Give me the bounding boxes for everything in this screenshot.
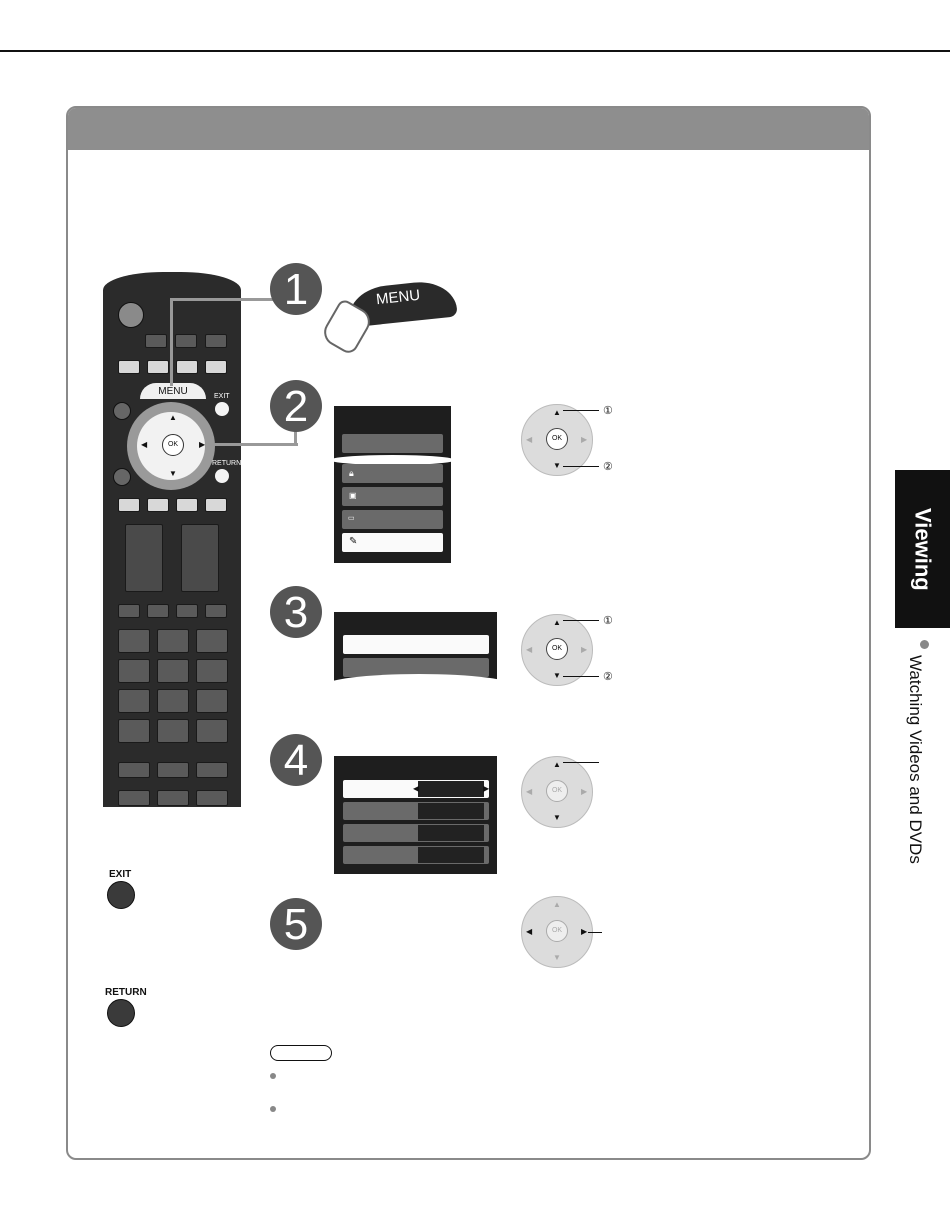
- remote-key[interactable]: [176, 604, 198, 618]
- remote-return-button[interactable]: [215, 469, 229, 483]
- remote-ok-button[interactable]: OK: [162, 434, 184, 456]
- remote-key[interactable]: [176, 360, 198, 374]
- step-4-ok-icon: OK: [546, 780, 568, 802]
- remote-key[interactable]: [147, 498, 169, 512]
- number-key[interactable]: [196, 629, 228, 653]
- screen-cut-wave: [334, 674, 497, 688]
- return-button-label: RETURN: [105, 987, 147, 998]
- right-arrow-icon[interactable]: ▶: [483, 784, 490, 793]
- frame-title-bar: [68, 108, 869, 150]
- step-3-callout-2: ②: [603, 671, 613, 683]
- topic-bullet: [920, 640, 929, 649]
- remote-key[interactable]: [175, 334, 197, 348]
- connector-line: [170, 298, 173, 386]
- remote-key[interactable]: [176, 498, 198, 512]
- down-arrow-icon: ▼: [553, 813, 561, 822]
- up-arrow-icon: ▲: [553, 760, 561, 769]
- number-key[interactable]: [157, 689, 189, 713]
- remote-key[interactable]: [113, 468, 131, 486]
- callout-line: [563, 676, 599, 677]
- lock-menu-row: [342, 464, 443, 483]
- remote-key[interactable]: [157, 790, 189, 806]
- number-key[interactable]: [118, 659, 150, 683]
- note-bullet: [270, 1106, 276, 1112]
- number-key[interactable]: [196, 659, 228, 683]
- right-arrow-icon: ▶: [581, 435, 588, 444]
- remote-key[interactable]: [145, 334, 167, 348]
- cc-menu-row: [342, 510, 443, 529]
- remote-key[interactable]: [196, 790, 228, 806]
- up-arrow-icon: ▲: [553, 618, 561, 627]
- left-arrow-icon: ◀: [526, 927, 533, 936]
- number-key[interactable]: [118, 629, 150, 653]
- number-key[interactable]: [118, 689, 150, 713]
- right-arrow-icon[interactable]: ▶: [199, 440, 206, 449]
- step-5-ok-icon: OK: [546, 920, 568, 942]
- number-key[interactable]: [196, 689, 228, 713]
- number-key[interactable]: [157, 659, 189, 683]
- up-arrow-icon: ▲: [553, 900, 561, 909]
- step-3-number: 3: [270, 586, 322, 638]
- step-2-menu-screen: [334, 406, 451, 563]
- remote-exit-label: EXIT: [214, 393, 230, 400]
- step-3-callout-1: ①: [603, 615, 613, 627]
- remote-menu-button[interactable]: MENU: [140, 383, 206, 399]
- remote-key[interactable]: [118, 360, 140, 374]
- left-arrow-icon: ◀: [526, 435, 533, 444]
- callout-line: [563, 466, 599, 467]
- step-3-ok-icon: OK: [546, 638, 568, 660]
- caption-icon: ▭: [348, 515, 355, 522]
- step-3-menu-screen: [334, 612, 497, 688]
- remote-key[interactable]: [147, 604, 169, 618]
- left-arrow-icon: ◀: [526, 645, 533, 654]
- step-2-number: 2: [270, 380, 322, 432]
- sd-card-icon: ▣: [349, 491, 357, 500]
- remote-key[interactable]: [118, 762, 150, 778]
- connector-line: [208, 443, 298, 446]
- right-arrow-icon: ▶: [581, 787, 588, 796]
- remote-key[interactable]: [147, 360, 169, 374]
- left-arrow-icon[interactable]: ◀: [413, 784, 420, 793]
- callout-line: [563, 620, 599, 621]
- step-2-ok-icon: OK: [546, 428, 568, 450]
- down-arrow-icon: ▼: [553, 953, 561, 962]
- step-4-number: 4: [270, 734, 322, 786]
- remote-key[interactable]: [157, 762, 189, 778]
- note-bullet: [270, 1073, 276, 1079]
- power-button[interactable]: [118, 302, 144, 328]
- callout-line: [563, 762, 599, 763]
- remote-key[interactable]: [118, 498, 140, 512]
- remote-exit-button[interactable]: [215, 402, 229, 416]
- callout-line: [588, 932, 602, 933]
- card-menu-row: [342, 487, 443, 506]
- down-arrow-icon[interactable]: ▼: [169, 469, 177, 478]
- section-tab-label: Viewing: [910, 507, 936, 591]
- up-arrow-icon[interactable]: ▲: [169, 413, 177, 422]
- step-5-number: 5: [270, 898, 322, 950]
- left-arrow-icon[interactable]: ◀: [141, 440, 148, 449]
- step-1-menu-label: MENU: [375, 286, 421, 309]
- number-key[interactable]: [118, 719, 150, 743]
- remote-return-label: RETURN: [212, 460, 242, 467]
- step-1-number: 1: [270, 263, 322, 315]
- remote-key[interactable]: [118, 790, 150, 806]
- remote-key[interactable]: [113, 402, 131, 420]
- setting-value-box[interactable]: [418, 781, 484, 797]
- remote-key[interactable]: [205, 604, 227, 618]
- left-arrow-icon: ◀: [526, 787, 533, 796]
- menu-row: [342, 434, 443, 453]
- remote-key[interactable]: [196, 762, 228, 778]
- down-arrow-icon: ▼: [553, 671, 561, 680]
- exit-button-icon: [107, 881, 135, 909]
- return-button-icon: [107, 999, 135, 1027]
- exit-button-label: EXIT: [109, 869, 132, 880]
- callout-line: [563, 410, 599, 411]
- remote-key[interactable]: [205, 498, 227, 512]
- number-key[interactable]: [157, 629, 189, 653]
- remote-key[interactable]: [118, 604, 140, 618]
- setup-icon: ✎: [349, 536, 358, 547]
- submenu-row-selected[interactable]: [343, 635, 489, 654]
- channel-rocker[interactable]: [181, 524, 219, 592]
- remote-key[interactable]: [205, 334, 227, 348]
- volume-rocker[interactable]: [125, 524, 163, 592]
- lock-icon: 🔒︎: [349, 468, 354, 478]
- remote-key[interactable]: [205, 360, 227, 374]
- number-key[interactable]: [196, 719, 228, 743]
- section-topic-label: Watching Videos and DVDs: [906, 655, 925, 864]
- right-arrow-icon: ▶: [581, 927, 588, 936]
- note-marker: [270, 1045, 332, 1061]
- step-2-callout-1: ①: [603, 405, 613, 417]
- setting-value-box: [418, 825, 484, 841]
- number-key[interactable]: [157, 719, 189, 743]
- header-rule: [0, 50, 950, 52]
- step-2-callout-2: ②: [603, 461, 613, 473]
- right-arrow-icon: ▶: [581, 645, 588, 654]
- down-arrow-icon: ▼: [553, 461, 561, 470]
- setting-value-box: [418, 803, 484, 819]
- connector-line: [170, 298, 274, 301]
- step-4-menu-screen: [334, 756, 497, 874]
- setting-value-box: [418, 847, 484, 863]
- up-arrow-icon: ▲: [553, 408, 561, 417]
